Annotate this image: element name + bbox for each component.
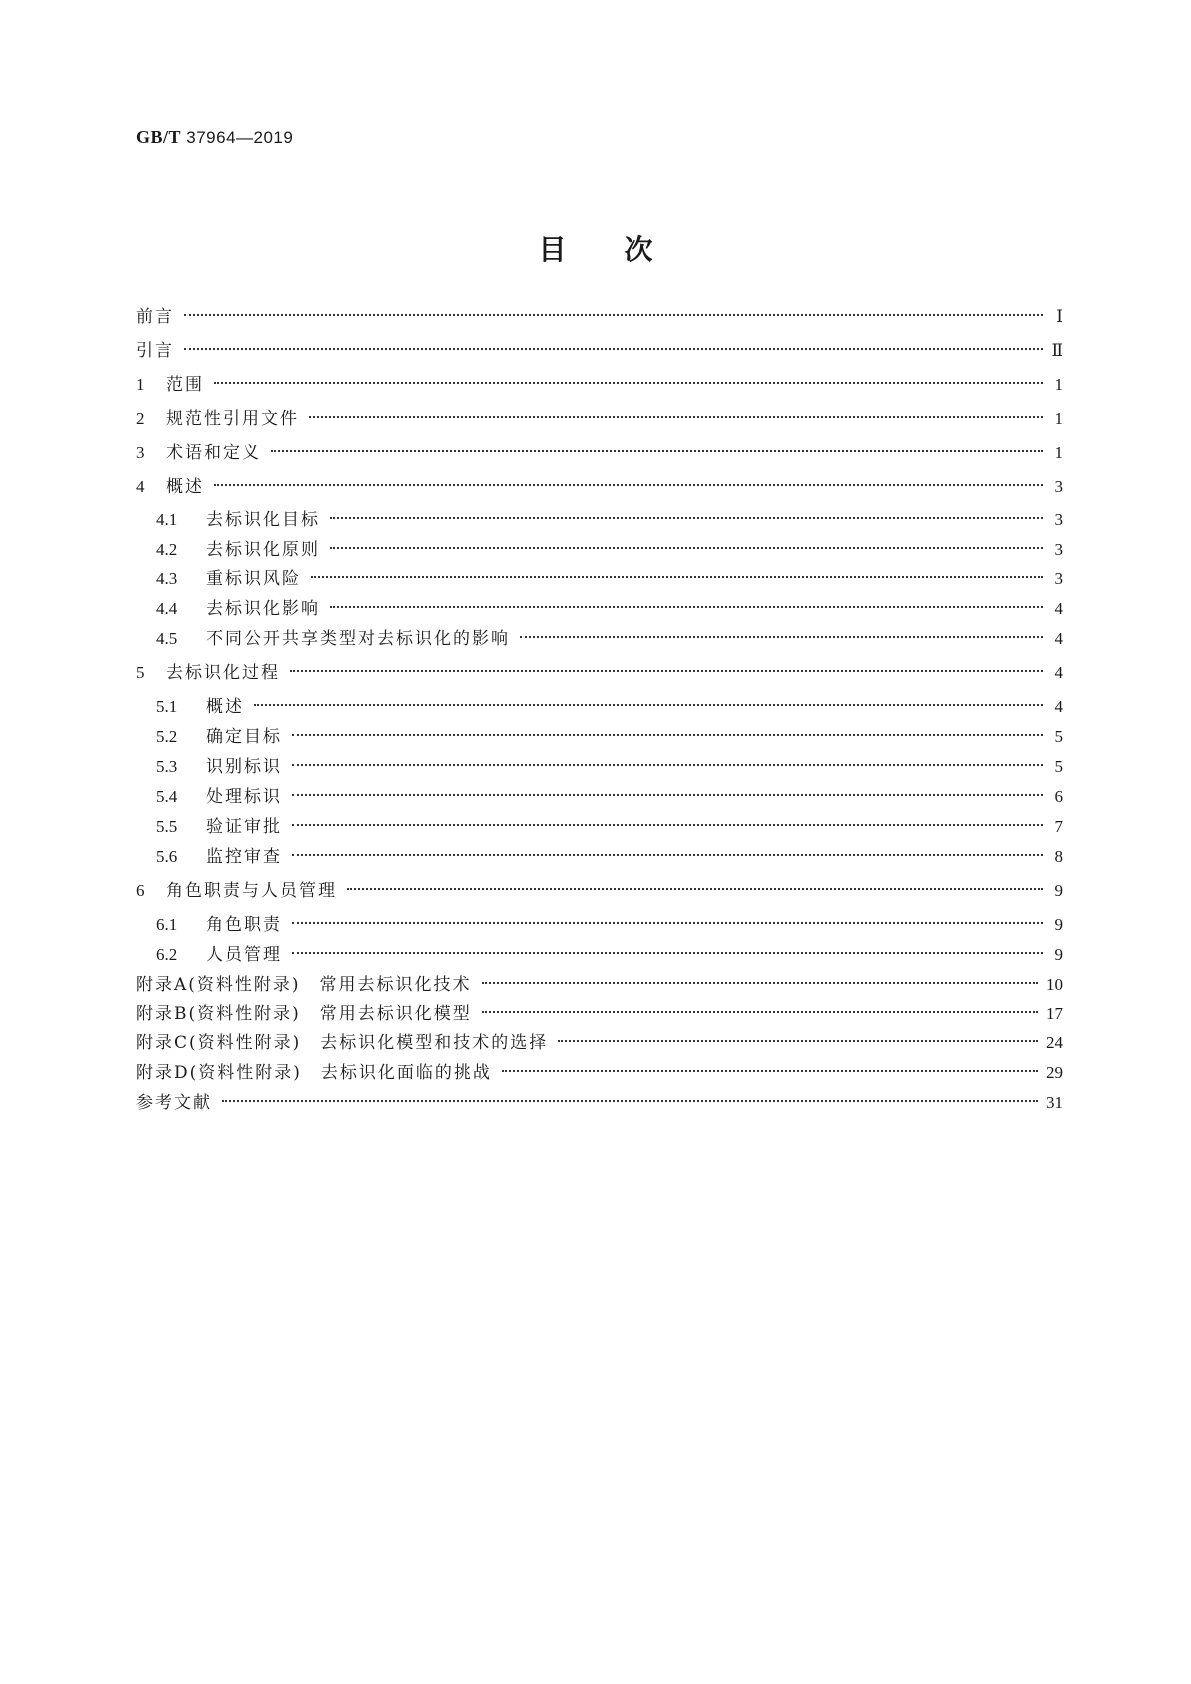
toc-entry-page: 29	[1046, 1063, 1063, 1082]
toc-entry-label: 附录D(资料性附录) 去标识化面临的挑战	[136, 1063, 492, 1083]
toc-leader-dots	[482, 1010, 1038, 1013]
toc-leader-dots	[311, 575, 1043, 578]
toc-entry-number: 1	[136, 375, 145, 394]
toc-entry-page: 8	[1054, 847, 1063, 866]
toc-leader-dots	[222, 1099, 1038, 1102]
toc-entry-number: 6.1	[156, 915, 178, 934]
toc-leader-dots	[292, 853, 1043, 856]
toc-entry-number: 4.3	[156, 569, 178, 588]
toc-entry-number: 2	[136, 409, 145, 428]
toc-entry-label: 去标识化影响	[206, 599, 320, 619]
toc-leader-dots	[520, 635, 1043, 638]
toc-entry-appendix-a[interactable]	[136, 972, 1063, 998]
toc-entry-page: 5	[1054, 757, 1063, 776]
toc-entry-page: 9	[1054, 881, 1063, 900]
toc-entry-number: 6.2	[156, 945, 178, 964]
toc-entry-5-4[interactable]	[156, 784, 1063, 810]
toc-entry-page: 4	[1054, 697, 1063, 716]
toc-entry-label: 不同公开共享类型对去标识化的影响	[206, 629, 510, 649]
toc-entry-label: 确定目标	[206, 727, 282, 747]
toc-entry-page: 1	[1054, 443, 1063, 462]
toc-entry-number: 4	[136, 477, 145, 496]
toc-entry-4-3[interactable]	[156, 566, 1063, 592]
toc-entry-label: 去标识化目标	[206, 510, 320, 530]
toc-leader-dots	[558, 1039, 1038, 1042]
toc-entry-label: 概述	[206, 697, 244, 717]
toc-entry-page: 31	[1046, 1093, 1063, 1112]
toc-entry-appendix-b[interactable]	[136, 1001, 1063, 1027]
toc-entry-page: 24	[1046, 1033, 1063, 1052]
toc-entry-6[interactable]	[136, 878, 1063, 904]
toc-entry-foreword[interactable]	[136, 304, 1063, 330]
toc-leader-dots	[309, 415, 1043, 418]
toc-leader-dots	[330, 516, 1043, 519]
toc-leader-dots	[290, 669, 1043, 672]
toc-leader-dots	[271, 449, 1043, 452]
standard-number	[136, 127, 293, 148]
toc-entry-5[interactable]	[136, 660, 1063, 686]
toc-entry-4-1[interactable]	[156, 507, 1063, 533]
toc-leader-dots	[482, 981, 1038, 984]
toc-entry-number: 3	[136, 443, 145, 462]
toc-leader-dots	[214, 483, 1043, 486]
toc-entry-number: 4.4	[156, 599, 178, 618]
toc-entry-4-2[interactable]	[156, 537, 1063, 563]
toc-entry-page: Ⅰ	[1056, 307, 1063, 326]
toc-entry-number: 5.1	[156, 697, 178, 716]
toc-leader-dots	[292, 793, 1043, 796]
toc-entry-page: 9	[1054, 915, 1063, 934]
toc-entry-label: 前言	[136, 307, 174, 327]
toc-leader-dots	[184, 347, 1043, 350]
toc-leader-dots	[502, 1069, 1038, 1072]
toc-entry-label: 监控审查	[206, 847, 282, 867]
toc-leader-dots	[292, 733, 1043, 736]
toc-entry-label: 术语和定义	[166, 443, 261, 463]
toc-leader-dots	[330, 605, 1043, 608]
standard-code: 37964—2019	[186, 128, 294, 147]
page-title: 目次	[538, 233, 711, 266]
toc-entry-page: 5	[1054, 727, 1063, 746]
standard-prefix: GB/T	[136, 127, 182, 147]
toc-entry-page: 17	[1046, 1004, 1063, 1023]
toc-entry-page: 7	[1054, 817, 1063, 836]
toc-entry-label: 角色职责与人员管理	[166, 881, 337, 901]
toc-entry-number: 5.4	[156, 787, 178, 806]
toc-entry-label: 附录B(资料性附录) 常用去标识化模型	[136, 1004, 472, 1024]
toc-entry-label: 去标识化过程	[166, 663, 280, 683]
toc-entry-page: 3	[1054, 510, 1063, 529]
toc-leader-dots	[214, 381, 1043, 384]
toc-entry-4-4[interactable]	[156, 596, 1063, 622]
toc-entry-5-1[interactable]	[156, 694, 1063, 720]
toc-entry-number: 6	[136, 881, 145, 900]
toc-leader-dots	[292, 823, 1043, 826]
toc-leader-dots	[184, 313, 1043, 316]
toc-entry-2[interactable]	[136, 406, 1063, 432]
toc-entry-label: 附录A(资料性附录) 常用去标识化技术	[136, 975, 472, 995]
toc-entry-page: 4	[1054, 599, 1063, 618]
toc-entry-5-2[interactable]	[156, 724, 1063, 750]
toc-entry-label: 附录C(资料性附录) 去标识化模型和技术的选择	[136, 1033, 549, 1053]
toc-entry-label: 范围	[166, 375, 204, 395]
toc-entry-number: 5.5	[156, 817, 178, 836]
toc-leader-dots	[330, 546, 1043, 549]
toc-leader-dots	[254, 703, 1043, 706]
toc-entry-label: 识别标识	[206, 757, 282, 777]
toc-entry-label: 重标识风险	[206, 569, 301, 589]
toc-entry-4[interactable]	[136, 474, 1063, 500]
toc-entry-number: 4.1	[156, 510, 178, 529]
toc-entry-6-2[interactable]	[156, 942, 1063, 968]
toc-entry-label: 去标识化原则	[206, 540, 320, 560]
toc-entry-page: 6	[1054, 787, 1063, 806]
toc-entry-label: 规范性引用文件	[166, 409, 299, 429]
toc-entry-5-3[interactable]	[156, 754, 1063, 780]
toc-entry-page: 3	[1054, 540, 1063, 559]
toc-entry-number: 4.5	[156, 629, 178, 648]
toc-entry-label: 参考文献	[136, 1093, 212, 1113]
toc-entry-page: 3	[1054, 569, 1063, 588]
toc-entry-6-1[interactable]	[156, 912, 1063, 938]
toc-entry-references[interactable]	[136, 1090, 1063, 1116]
toc-entry-page: 9	[1054, 945, 1063, 964]
toc-entry-5-6[interactable]	[156, 844, 1063, 870]
toc-entry-page: 1	[1054, 375, 1063, 394]
toc-entry-1[interactable]	[136, 372, 1063, 398]
toc-entry-appendix-d[interactable]	[136, 1060, 1063, 1086]
toc-entry-label: 概述	[166, 477, 204, 497]
toc-entry-4-5[interactable]	[156, 626, 1063, 652]
toc-entry-page: 10	[1046, 975, 1063, 994]
toc-entry-number: 5.2	[156, 727, 178, 746]
toc-entry-number: 4.2	[156, 540, 178, 559]
toc-entry-label: 角色职责	[206, 915, 282, 935]
toc-entry-label: 人员管理	[206, 945, 282, 965]
toc-leader-dots	[292, 763, 1043, 766]
toc-entry-page: 1	[1054, 409, 1063, 428]
toc-entry-5-5[interactable]	[156, 814, 1063, 840]
toc-entry-page: Ⅱ	[1051, 341, 1063, 360]
toc-leader-dots	[292, 951, 1043, 954]
toc-entry-number: 5	[136, 663, 145, 682]
toc-entry-label: 处理标识	[206, 787, 282, 807]
toc-entry-page: 4	[1054, 629, 1063, 648]
toc-entry-3[interactable]	[136, 440, 1063, 466]
toc-entry-appendix-c[interactable]	[136, 1030, 1063, 1056]
toc-entry-label: 验证审批	[206, 817, 282, 837]
toc-entry-page: 4	[1054, 663, 1063, 682]
toc-leader-dots	[347, 887, 1043, 890]
toc-entry-number: 5.6	[156, 847, 178, 866]
toc-leader-dots	[292, 921, 1043, 924]
toc-entry-page: 3	[1054, 477, 1063, 496]
toc-entry-label: 引言	[136, 341, 174, 361]
toc-entry-number: 5.3	[156, 757, 178, 776]
toc-entry-introduction[interactable]	[136, 338, 1063, 364]
